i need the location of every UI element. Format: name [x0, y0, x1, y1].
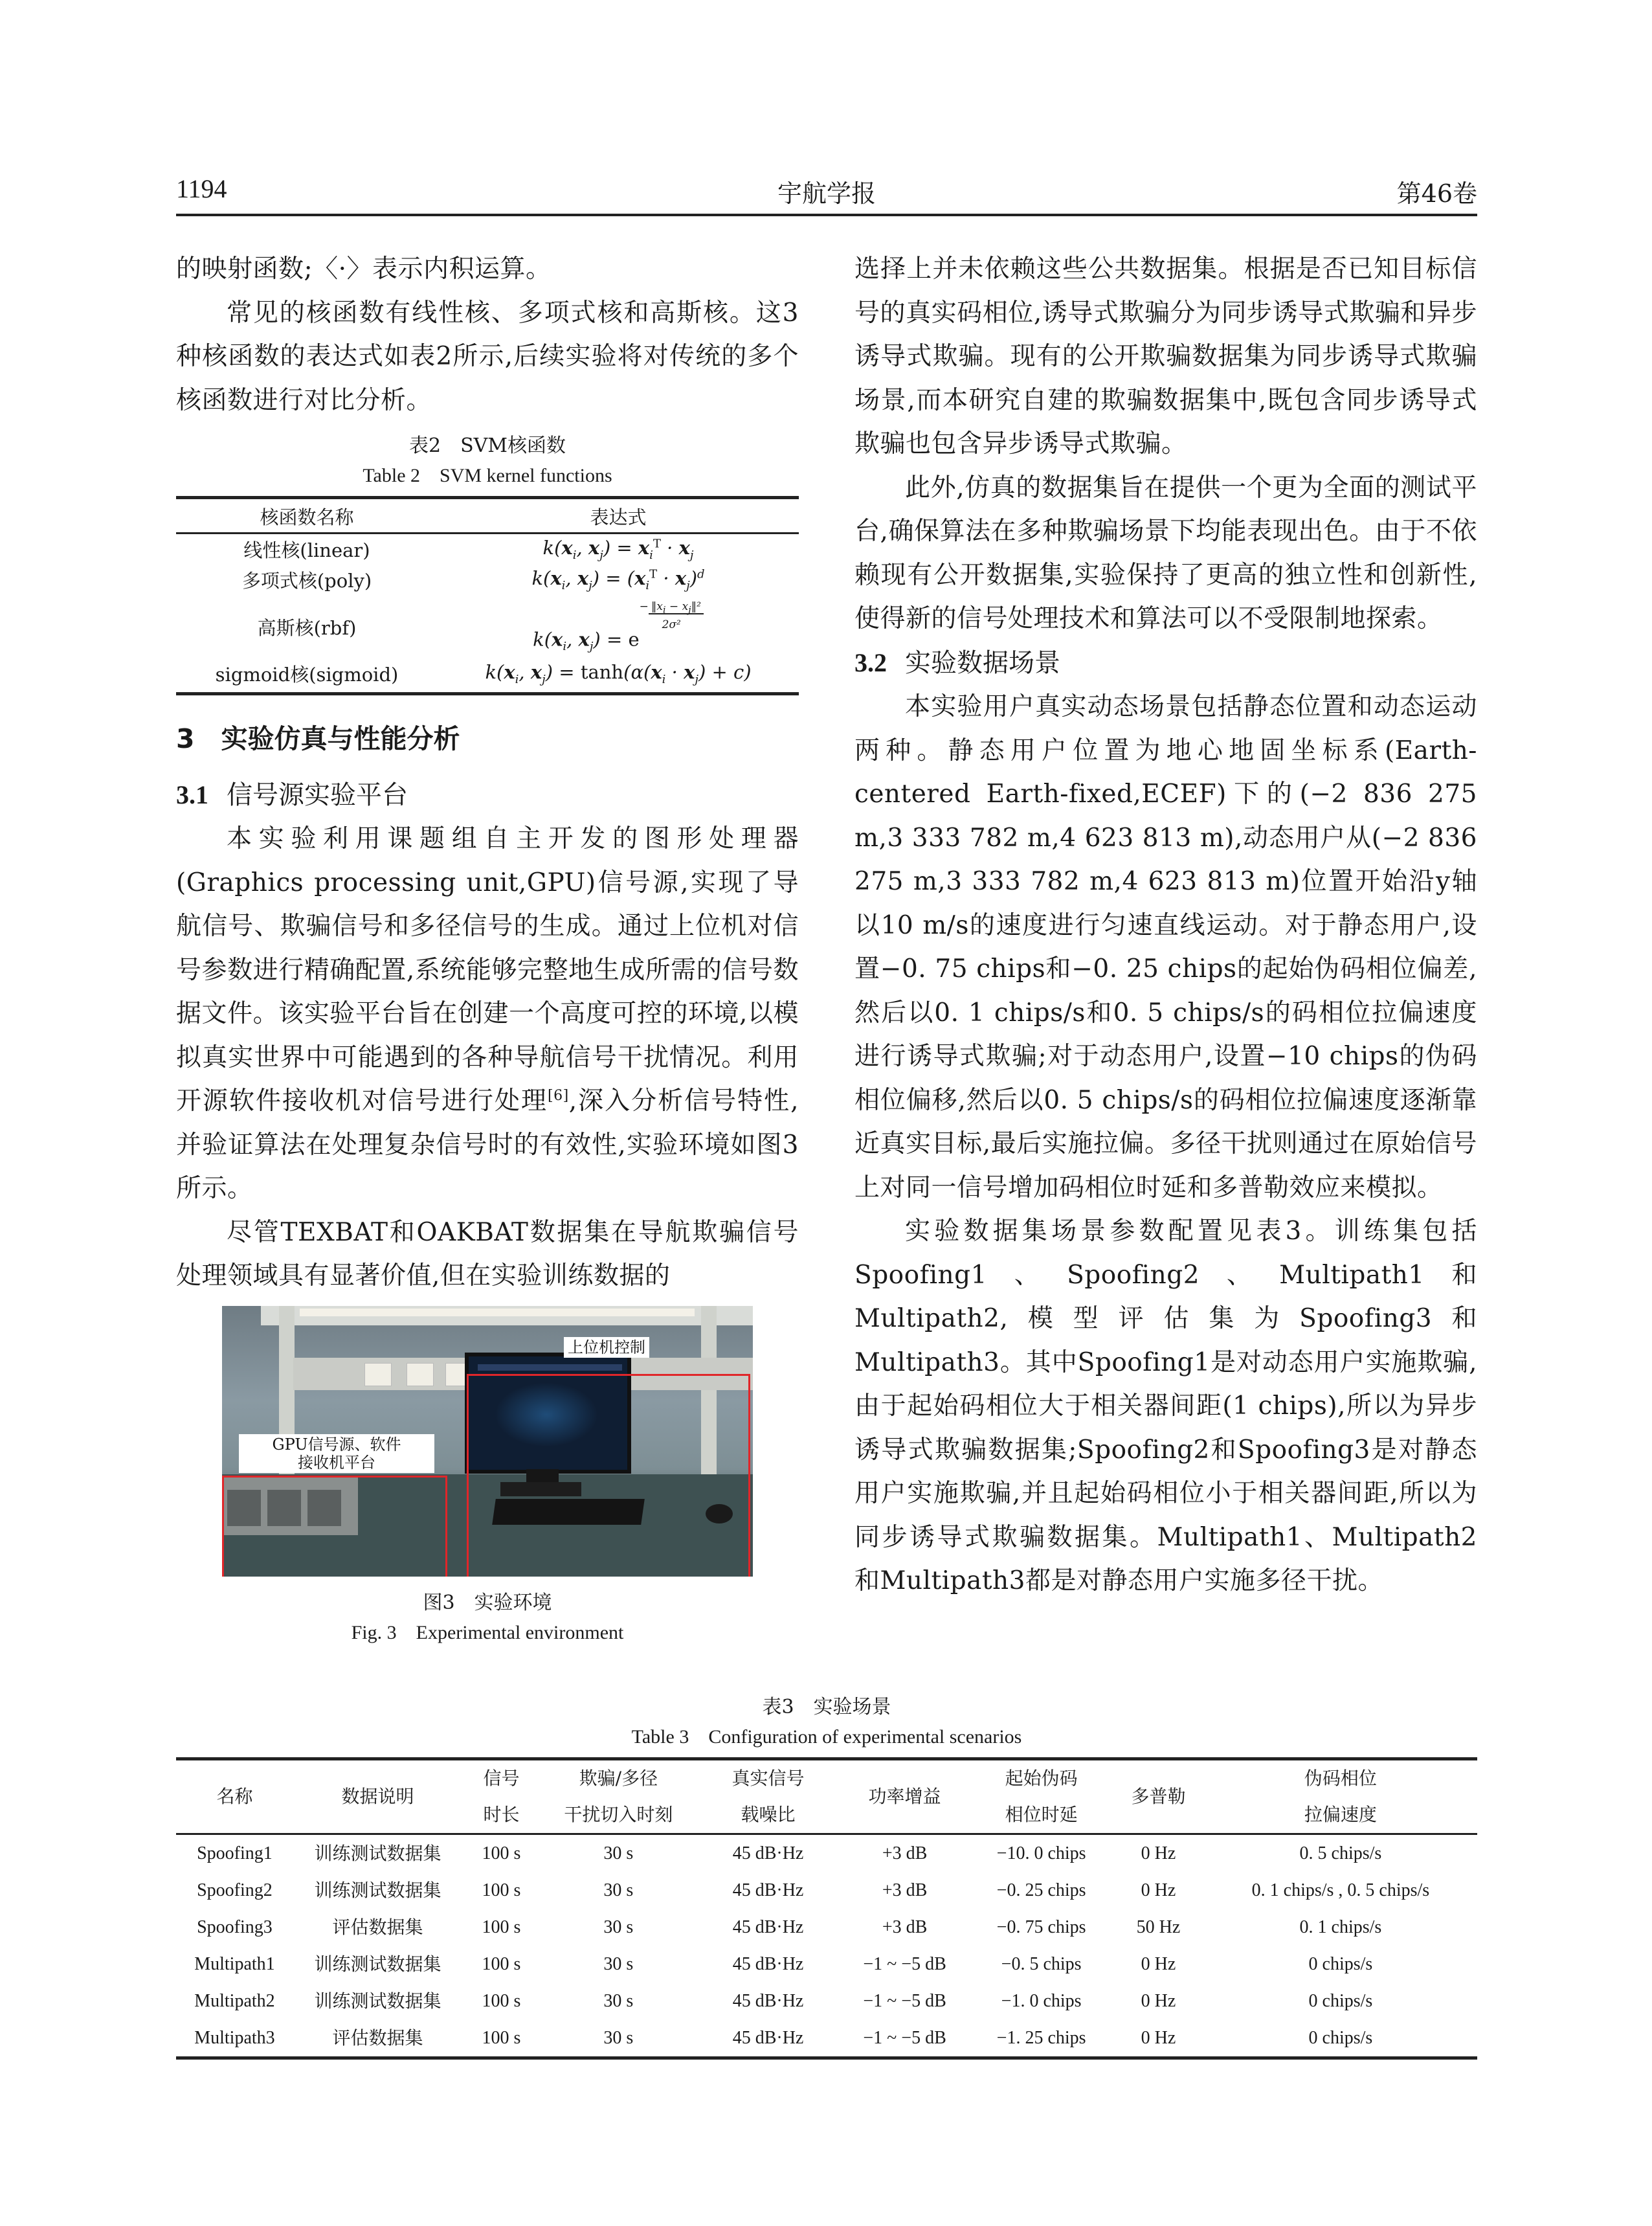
paragraph: 尽管TEXBAT和OAKBAT数据集在导航欺骗信号处理领域具有显著价值,但在实验训练数据的	[176, 1217, 799, 1290]
table-cell: −0. 25 chips	[996, 1880, 1086, 1900]
kernel-expression: $k(x_i$, $x_j) = \tanh(\alpha(x_i \cdot x_j) + c)$	[438, 658, 799, 694]
figure3-caption-en: Fig. 3 Experimental environment	[351, 1621, 624, 1643]
table-cell: −1 ~ −5 dB	[863, 1954, 946, 1974]
table-row	[176, 534, 799, 565]
table-cell: 45 dB·Hz	[732, 1917, 804, 1937]
table-cell: Multipath3	[176, 2019, 293, 2058]
table-cell: Spoofing1	[197, 1843, 273, 1863]
paragraph: 选择上并未依赖这些公共数据集。根据是否已知目标信号的真实码相位,诱导式欺骗分为同步诱导式欺骗和异步诱导式欺骗。现有的公开欺骗数据集为同步诱导式欺骗场景,而本研究自建的欺骗数据集中,既包含同步诱导式欺骗也包含异步诱导式欺骗。	[854, 254, 1477, 458]
table-cell: 0 chips/s	[1308, 1954, 1373, 1974]
table-cell: 0. 1 chips/s , 0. 5 chips/s	[1251, 1880, 1430, 1900]
figure-label-host: 上位机控制	[564, 1337, 649, 1358]
subsection-title: 实验数据场景	[905, 647, 1060, 678]
figure3-photo	[222, 1306, 753, 1577]
table-cell: 45 dB·Hz	[732, 1880, 804, 1900]
subsection-title: 信号源实验平台	[227, 780, 408, 810]
table-cell: 30 s	[603, 1954, 634, 1974]
table3-body	[176, 1834, 1477, 2058]
subsection-heading	[854, 641, 1477, 686]
table-cell: +3 dB	[882, 1917, 928, 1937]
table-row	[176, 1983, 1477, 2019]
table-cell: 训练测试数据集	[314, 1880, 441, 1901]
paragraph: 本实验利用课题组自主开发的图形处理器(Graphics processing unit,GPU)信号源,实现了导航信号、欺骗信号和多径信号的生成。通过上位机对信号参数进行精确配置,系统能够完整地生成所需的信号数据文件。该实验平台旨在创建一个高度可控的环境,以模拟真实世界中可能遇到的各种导航信号干扰情况。利用开源软件接收机对信号进行处理[6],深入分析信号特性,并验证算法在处理复杂信号时的有效性,实验环境如图3所示。	[176, 824, 799, 1203]
table-cell: 100 s	[462, 2019, 541, 2058]
table3-block	[176, 1692, 1477, 2060]
table-cell: +3 dB	[882, 1880, 928, 1900]
table3-header: 干扰切入时刻	[541, 1797, 697, 1834]
table3-header: 伪码相位	[1204, 1759, 1477, 1797]
table3-header: 功率增益	[840, 1759, 970, 1834]
table2-caption-en: Table 2 SVM kernel functions	[363, 465, 612, 486]
table3-header: 多普勒	[1113, 1759, 1204, 1834]
subsection-heading	[176, 773, 799, 818]
table-cell: 30 s	[603, 1917, 634, 1937]
table-row	[176, 1946, 1477, 1983]
table-cell: Multipath1	[194, 1954, 275, 1974]
table-cell: −10. 0 chips	[996, 1843, 1086, 1863]
table-cell: 0. 1 chips/s	[1299, 1917, 1382, 1937]
table-cell: Spoofing3	[197, 1917, 273, 1937]
table-row	[176, 658, 799, 694]
figure3-caption-cn: 图3 实验环境	[423, 1591, 552, 1614]
table-cell: 训练测试数据集	[314, 1843, 441, 1864]
table-row	[176, 1872, 1477, 1909]
table-cell: 100 s	[482, 1954, 521, 1974]
table-cell: −1. 0 chips	[1001, 1991, 1082, 2011]
table-cell: 0 Hz	[1141, 1843, 1176, 1863]
paragraph: 实验数据集场景参数配置见表3。训练集包括Spoofing1、Spoofing2、Multipath1和Multipath2,模型评估集为Spoofing3和Multipath3。其中Spoofing1是对动态用户实施欺骗,由于起始码相位大于相关器间距(1 chips),所以为异步诱导式欺骗数据集;Spoofing2和Spoofing3是对静态用户实施欺骗,并且起始码相位小于相关器间距,所以为同步诱导式欺骗数据集。Multipath1、Multipath2和Multipath3都是对静态用户实施多径干扰。	[854, 1217, 1477, 1595]
table3-header: 载噪比	[697, 1797, 840, 1834]
table3-header: 名称	[176, 1759, 293, 1834]
table-cell: 0 Hz	[1113, 2019, 1204, 2058]
kernel-name: 高斯核(rbf)	[257, 616, 357, 639]
table3	[176, 1757, 1477, 2060]
table-cell: Spoofing2	[197, 1880, 273, 1900]
kernel-name: 多项式核(poly)	[241, 570, 372, 592]
kernel-expression: $k(x_i$, $x_j) = e-$ $‖x_i$ − $x_j‖^2$ 2σ²	[438, 595, 799, 658]
paragraph: 此外,仿真的数据集旨在提供一个更为全面的测试平台,确保算法在多种欺骗场景下均能表现出色。由于不依赖现有公开数据集,实验保持了更高的独立性和创新性,使得新的信号处理技术和算法可以不受限制地探索。	[854, 473, 1477, 633]
table-cell: 100 s	[482, 1843, 521, 1863]
table-cell: 30 s	[603, 1843, 634, 1863]
paragraph: 本实验用户真实动态场景包括静态位置和动态运动两种。静态用户位置为地心地固坐标系(Earth-centered Earth-fixed,ECEF)下的(−2 836 275 m,3 333 782 m,4 623 813 m),动态用户从(−2 836 275 m,3 333 782 m,4 623 813 m)位置开始沿y轴以10 m/s的速度进行匀速直线运动。对于静态用户,设置−0. 75 chips和−0. 25 chips的起始伪码相位偏差,然后以0. 1 chips/s和0. 5 chips/s的码相位拉偏速度进行诱导式欺骗;对于动态用户,设置−10 chips的伪码相位偏移,然后以0. 5 chips/s的码相位拉偏速度逐渐靠近真实目标,最后实施拉偏。多径干扰则通过在原始信号上对同一信号增加码相位时延和多普勒效应来模拟。	[854, 692, 1477, 1202]
page-header	[176, 174, 1477, 216]
table-cell: −0. 5 chips	[1001, 1954, 1082, 1974]
paragraph: 的映射函数;〈·〉表示内积运算。	[176, 254, 552, 284]
table3-header: 数据说明	[293, 1759, 462, 1834]
citation-link[interactable]: [6]	[548, 1088, 569, 1104]
table3-header: 信号	[462, 1759, 541, 1797]
subsection-number: 3.2	[854, 647, 887, 677]
table3-caption-cn: 表3 实验场景	[762, 1696, 891, 1718]
left-column	[176, 247, 799, 1648]
table-cell: 30 s	[541, 2019, 697, 2058]
table-row	[176, 1834, 1477, 1872]
table-cell: 30 s	[603, 1880, 634, 1900]
table3-header: 真实信号	[697, 1759, 840, 1797]
highlight-box-host	[467, 1374, 750, 1577]
kernel-expression: $k(x_i$, $x_j) = x_i^T \cdot x_j$	[542, 537, 694, 562]
table2-block	[176, 431, 799, 695]
table-cell: Multipath2	[194, 1991, 275, 2011]
kernel-expression: $k(x_i$, $x_j) = (x_i^T \cdot x_j)^d$	[531, 567, 705, 592]
figure-label-gpu: GPU信号源、软件 接收机平台	[239, 1434, 434, 1473]
table-cell: 30 s	[603, 1991, 634, 2011]
table-cell: −0. 75 chips	[996, 1917, 1086, 1937]
table3-header: 拉偏速度	[1204, 1797, 1477, 1834]
table3-header: 欺骗/多径	[541, 1759, 697, 1797]
table-cell: 100 s	[482, 1917, 521, 1937]
table-cell: 45 dB·Hz	[732, 1954, 804, 1974]
table-cell: 100 s	[482, 1880, 521, 1900]
table-cell: −1. 25 chips	[970, 2019, 1113, 2058]
table3-header: 相位时延	[970, 1797, 1113, 1834]
table-cell: 训练测试数据集	[314, 1990, 441, 2012]
table-cell: −1 ~ −5 dB	[840, 2019, 970, 2058]
table-cell: −1 ~ −5 dB	[863, 1991, 946, 2011]
table-cell: 100 s	[482, 1991, 521, 2011]
table-cell: 0 Hz	[1141, 1954, 1176, 1974]
page-number: 1194	[176, 174, 227, 203]
table-cell: 0 chips/s	[1308, 1991, 1373, 2011]
table3-header: 起始伪码	[970, 1759, 1113, 1797]
table-cell: 0 chips/s	[1204, 2019, 1477, 2058]
table-row	[176, 2019, 1477, 2058]
table2-header: 核函数名称	[176, 498, 438, 534]
highlight-box-gpu	[222, 1476, 447, 1577]
subsection-number: 3.1	[176, 780, 208, 809]
table2	[176, 496, 799, 695]
table2-caption-cn: 表2 SVM核函数	[408, 434, 566, 457]
table-row	[176, 1909, 1477, 1946]
table3-header: 时长	[462, 1797, 541, 1834]
table-row	[176, 595, 799, 658]
table-cell: 0. 5 chips/s	[1299, 1843, 1382, 1863]
table2-header: 表达式	[438, 498, 799, 534]
table-cell: 0 Hz	[1141, 1880, 1176, 1900]
table-cell: 45 dB·Hz	[732, 1843, 804, 1863]
table-cell: 评估数据集	[332, 1917, 423, 1938]
table-row	[176, 565, 799, 595]
right-column	[854, 247, 1477, 1603]
table-cell: 50 Hz	[1136, 1917, 1181, 1937]
table-cell: 评估数据集	[293, 2019, 462, 2058]
table3-caption-en: Table 3 Configuration of experimental scenarios	[631, 1726, 1022, 1748]
paragraph: 常见的核函数有线性核、多项式核和高斯核。这3种核函数的表达式如表2所示,后续实验将对传统的多个核函数进行对比分析。	[176, 298, 799, 415]
table-cell: +3 dB	[882, 1843, 928, 1863]
table-cell: 0 Hz	[1141, 1991, 1176, 2011]
table-cell: 45 dB·Hz	[697, 2019, 840, 2058]
volume-label: 第46卷	[1396, 179, 1477, 208]
journal-title: 宇航学报	[777, 179, 876, 208]
kernel-name: 线性核(linear)	[243, 539, 370, 561]
kernel-name: sigmoid核(sigmoid)	[176, 658, 438, 694]
table-cell: 45 dB·Hz	[732, 1991, 804, 2011]
section-heading: 3 实验仿真与性能分析	[176, 723, 460, 754]
table-cell: 训练测试数据集	[314, 1953, 441, 1975]
